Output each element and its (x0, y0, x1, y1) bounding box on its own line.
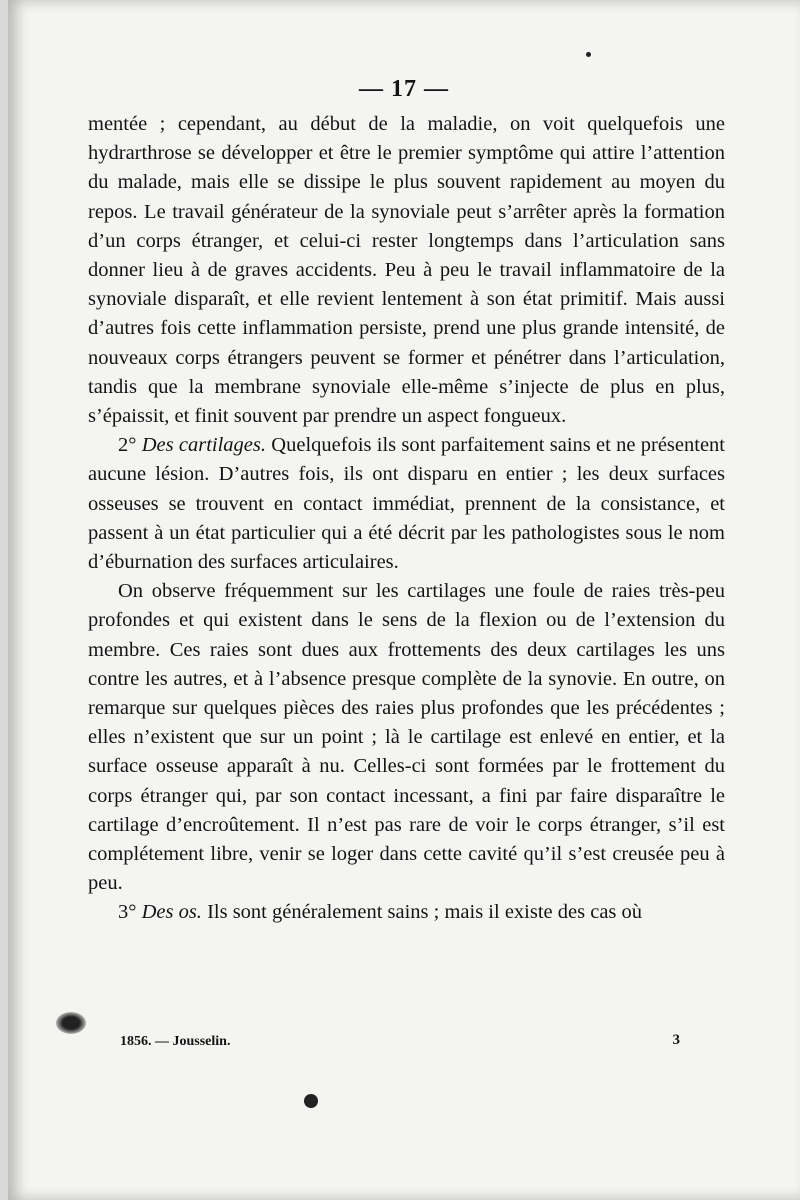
section-heading: Des os. (141, 901, 202, 924)
section-number: 3° (118, 901, 142, 924)
book-page (8, 0, 800, 1200)
section-number: 2° (118, 434, 142, 457)
ink-speck (586, 52, 591, 57)
body-text (88, 110, 725, 928)
signature-mark: 3 (672, 1032, 680, 1048)
paragraph-synoviale (88, 110, 725, 431)
paragraph-raies (88, 577, 725, 898)
ink-speck (56, 1012, 86, 1034)
page-number: — 17 — (359, 76, 449, 102)
paragraph-os (88, 898, 725, 927)
printer-imprint: 1856. — Jousselin. (120, 1034, 231, 1049)
ink-speck (304, 1094, 318, 1108)
paragraph-text: On observe fréquemment sur les cartilages une foule de raies très-peu profondes et qui existent dans le sens de la flexion ou de l’extension du membre. Ces raies sont dues aux frottements des deux cartilages les uns contre les autres, et à l’absence presque complète de la synovie. En outre, on remarque sur quelques pièces des raies plus profondes que les précédentes ; elles n’existent que sur un point ; là le cartilage est enlevé en entier, et la surface osseuse apparaît à nu. Celles-ci sont formées par le frottement du corps étranger qui, par son contact incessant, a fini par faire disparaître le cartilage d’encroûtement. Il n’est pas rare de voir le corps étranger, s’il est complétement libre, venir se loger dans cette cavité qu’il s’est creusée peu à peu. (88, 580, 725, 895)
page-footer (120, 1034, 680, 1050)
paragraph-text: Quelquefois ils sont parfaitement sains et ne présentent aucune lésion. D’autres fois, ils ont disparu en entier ; les deux surfaces osseuses se trouvent en contact immédiat, prennent de la consistance, et passent à un état particulier qui a été décrit par les pathologistes sous le nom d’éburnation des surfaces articulaires. (88, 434, 725, 574)
paragraph-text: Ils sont généralement sains ; mais il existe des cas où (201, 901, 643, 924)
section-heading: Des cartilages. (141, 434, 267, 457)
paragraph-text: mentée ; cependant, au début de la maladie, on voit quelquefois une hydrarthrose se développer et être le premier symptôme qui attire l’attention du malade, mais elle se dissipe le plus souvent rapidement au moyen du repos. Le travail générateur de la synoviale peut s’arrêter après la formation d’un corps étranger, et celui-ci rester longtemps dans l’articulation sans donner lieu à de graves accidents. Peu à peu le travail inflammatoire de la synoviale disparaît, et elle revient lentement à son état primitif. Mais aussi d’autres fois cette inflammation persiste, prend une plus grande intensité, de nouveaux corps étrangers peuvent se former et pénétrer dans l’articulation, tandis que la membrane synoviale elle-même s’injecte de plus en plus, s’épaissit, et finit souvent par prendre un aspect fongueux. (88, 113, 725, 428)
paragraph-cartilages (88, 431, 725, 577)
